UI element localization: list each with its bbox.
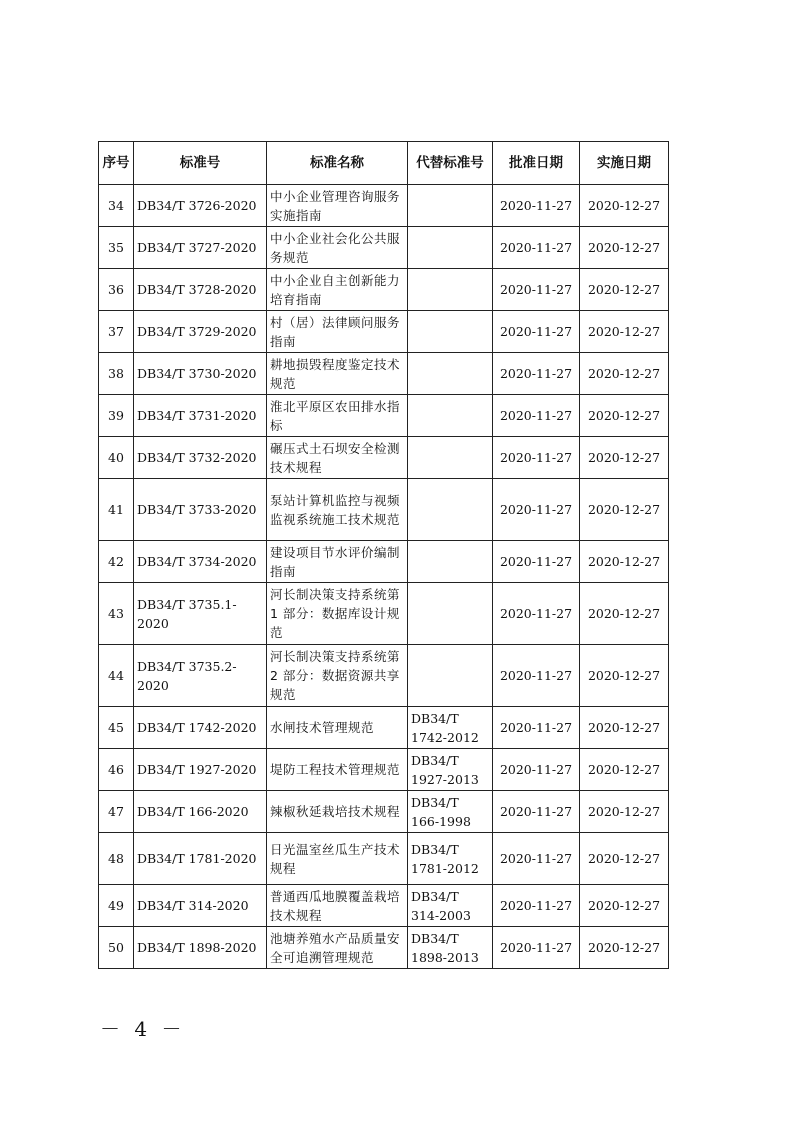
header-approval-date: 批准日期 — [493, 142, 580, 185]
cell-code: DB34/T 3729-2020 — [134, 311, 267, 353]
cell-code: DB34/T 3726-2020 — [134, 185, 267, 227]
cell-seq: 41 — [99, 479, 134, 541]
cell-seq: 39 — [99, 395, 134, 437]
cell-implement-date: 2020-12-27 — [580, 269, 669, 311]
cell-code: DB34/T 1927-2020 — [134, 749, 267, 791]
cell-seq: 49 — [99, 885, 134, 927]
cell-code: DB34/T 3735.1-2020 — [134, 583, 267, 645]
cell-approval-date: 2020-11-27 — [493, 353, 580, 395]
cell-approval-date: 2020-11-27 — [493, 541, 580, 583]
cell-seq: 40 — [99, 437, 134, 479]
table-row — [99, 185, 669, 227]
cell-replaces: DB34/T 1742-2012 — [408, 707, 493, 749]
table-row — [99, 311, 669, 353]
cell-code: DB34/T 3734-2020 — [134, 541, 267, 583]
cell-replaces — [408, 185, 493, 227]
cell-name: 淮北平原区农田排水指标 — [267, 395, 408, 437]
cell-implement-date: 2020-12-27 — [580, 227, 669, 269]
cell-approval-date: 2020-11-27 — [493, 833, 580, 885]
cell-seq: 34 — [99, 185, 134, 227]
cell-replaces — [408, 583, 493, 645]
cell-code: DB34/T 3730-2020 — [134, 353, 267, 395]
cell-approval-date: 2020-11-27 — [493, 583, 580, 645]
cell-code: DB34/T 1898-2020 — [134, 927, 267, 969]
header-implement-date: 实施日期 — [580, 142, 669, 185]
cell-approval-date: 2020-11-27 — [493, 791, 580, 833]
cell-seq: 36 — [99, 269, 134, 311]
header-code: 标准号 — [134, 142, 267, 185]
cell-name: 水闸技术管理规范 — [267, 707, 408, 749]
cell-approval-date: 2020-11-27 — [493, 269, 580, 311]
cell-name: 池塘养殖水产品质量安全可追溯管理规范 — [267, 927, 408, 969]
cell-name: 堤防工程技术管理规范 — [267, 749, 408, 791]
cell-name: 中小企业自主创新能力培育指南 — [267, 269, 408, 311]
cell-replaces: DB34/T 1927-2013 — [408, 749, 493, 791]
cell-seq: 46 — [99, 749, 134, 791]
cell-name: 河长制决策支持系统第 1 部分：数据库设计规范 — [267, 583, 408, 645]
cell-name: 碾压式土石坝安全检测技术规程 — [267, 437, 408, 479]
cell-code: DB34/T 166-2020 — [134, 791, 267, 833]
cell-replaces: DB34/T 166-1998 — [408, 791, 493, 833]
table-row — [99, 479, 669, 541]
page-number: － 4 － — [100, 1017, 186, 1041]
cell-implement-date: 2020-12-27 — [580, 185, 669, 227]
cell-code: DB34/T 3732-2020 — [134, 437, 267, 479]
cell-seq: 47 — [99, 791, 134, 833]
cell-code: DB34/T 3735.2-2020 — [134, 645, 267, 707]
cell-name: 耕地损毁程度鉴定技术规范 — [267, 353, 408, 395]
header-name: 标准名称 — [267, 142, 408, 185]
table-row — [99, 927, 669, 969]
cell-seq: 42 — [99, 541, 134, 583]
table-row — [99, 645, 669, 707]
cell-seq: 35 — [99, 227, 134, 269]
cell-approval-date: 2020-11-27 — [493, 707, 580, 749]
cell-code: DB34/T 3731-2020 — [134, 395, 267, 437]
cell-code: DB34/T 3727-2020 — [134, 227, 267, 269]
cell-replaces — [408, 541, 493, 583]
cell-name: 日光温室丝瓜生产技术规程 — [267, 833, 408, 885]
cell-approval-date: 2020-11-27 — [493, 227, 580, 269]
cell-implement-date: 2020-12-27 — [580, 707, 669, 749]
cell-implement-date: 2020-12-27 — [580, 541, 669, 583]
cell-replaces — [408, 227, 493, 269]
table-row — [99, 707, 669, 749]
table-row — [99, 437, 669, 479]
cell-code: DB34/T 3728-2020 — [134, 269, 267, 311]
cell-replaces: DB34/T 1898-2013 — [408, 927, 493, 969]
header-seq: 序号 — [99, 142, 134, 185]
cell-approval-date: 2020-11-27 — [493, 749, 580, 791]
table-body — [99, 185, 669, 969]
standards-table — [98, 141, 669, 969]
cell-implement-date: 2020-12-27 — [580, 791, 669, 833]
table-row — [99, 749, 669, 791]
table-row — [99, 583, 669, 645]
table-row — [99, 395, 669, 437]
cell-replaces — [408, 269, 493, 311]
table-row — [99, 541, 669, 583]
cell-approval-date: 2020-11-27 — [493, 185, 580, 227]
cell-implement-date: 2020-12-27 — [580, 479, 669, 541]
cell-name: 中小企业管理咨询服务实施指南 — [267, 185, 408, 227]
cell-replaces — [408, 395, 493, 437]
table-row — [99, 833, 669, 885]
cell-approval-date: 2020-11-27 — [493, 645, 580, 707]
cell-replaces — [408, 437, 493, 479]
cell-replaces — [408, 311, 493, 353]
cell-approval-date: 2020-11-27 — [493, 437, 580, 479]
cell-replaces — [408, 645, 493, 707]
cell-name: 辣椒秋延栽培技术规程 — [267, 791, 408, 833]
cell-approval-date: 2020-11-27 — [493, 395, 580, 437]
cell-implement-date: 2020-12-27 — [580, 353, 669, 395]
cell-seq: 48 — [99, 833, 134, 885]
cell-name: 普通西瓜地膜覆盖栽培技术规程 — [267, 885, 408, 927]
header-replaces: 代替标准号 — [408, 142, 493, 185]
table-row — [99, 353, 669, 395]
cell-code: DB34/T 1781-2020 — [134, 833, 267, 885]
cell-implement-date: 2020-12-27 — [580, 885, 669, 927]
cell-implement-date: 2020-12-27 — [580, 927, 669, 969]
cell-seq: 50 — [99, 927, 134, 969]
cell-approval-date: 2020-11-27 — [493, 927, 580, 969]
cell-implement-date: 2020-12-27 — [580, 749, 669, 791]
cell-approval-date: 2020-11-27 — [493, 885, 580, 927]
table-row — [99, 791, 669, 833]
cell-code: DB34/T 1742-2020 — [134, 707, 267, 749]
table-row — [99, 227, 669, 269]
table-header-row — [99, 142, 669, 185]
cell-name: 中小企业社会化公共服务规范 — [267, 227, 408, 269]
cell-implement-date: 2020-12-27 — [580, 583, 669, 645]
cell-replaces — [408, 353, 493, 395]
cell-code: DB34/T 314-2020 — [134, 885, 267, 927]
table-row — [99, 269, 669, 311]
cell-name: 村（居）法律顾问服务指南 — [267, 311, 408, 353]
cell-replaces — [408, 479, 493, 541]
cell-seq: 43 — [99, 583, 134, 645]
cell-code: DB34/T 3733-2020 — [134, 479, 267, 541]
cell-implement-date: 2020-12-27 — [580, 437, 669, 479]
table-row — [99, 885, 669, 927]
cell-seq: 38 — [99, 353, 134, 395]
cell-seq: 45 — [99, 707, 134, 749]
cell-approval-date: 2020-11-27 — [493, 311, 580, 353]
cell-name: 泵站计算机监控与视频监视系统施工技术规范 — [267, 479, 408, 541]
cell-seq: 37 — [99, 311, 134, 353]
cell-replaces: DB34/T 1781-2012 — [408, 833, 493, 885]
cell-implement-date: 2020-12-27 — [580, 833, 669, 885]
cell-implement-date: 2020-12-27 — [580, 311, 669, 353]
cell-name: 建设项目节水评价编制指南 — [267, 541, 408, 583]
cell-approval-date: 2020-11-27 — [493, 479, 580, 541]
cell-implement-date: 2020-12-27 — [580, 395, 669, 437]
cell-seq: 44 — [99, 645, 134, 707]
cell-name: 河长制决策支持系统第 2 部分：数据资源共享规范 — [267, 645, 408, 707]
cell-replaces: DB34/T 314-2003 — [408, 885, 493, 927]
cell-implement-date: 2020-12-27 — [580, 645, 669, 707]
